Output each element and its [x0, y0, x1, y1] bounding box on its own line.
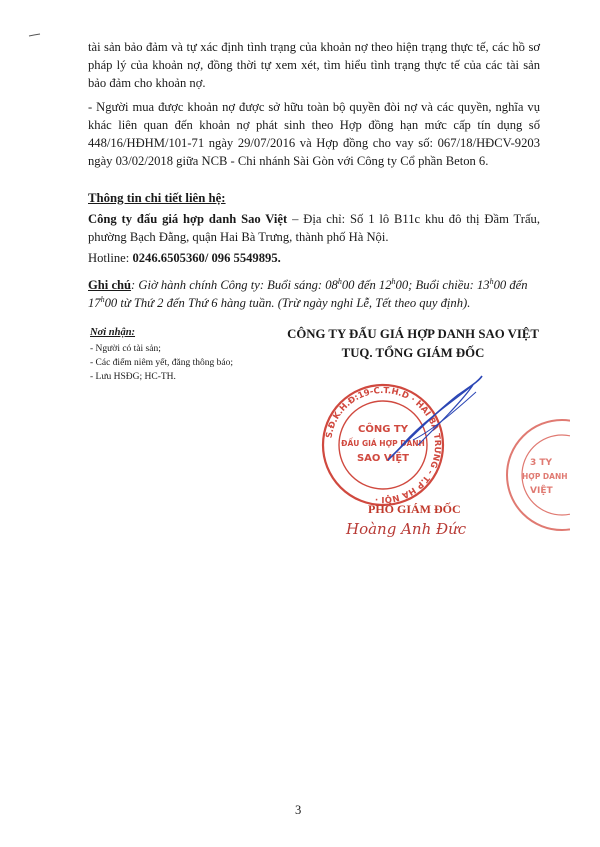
note-sup-a: h: [337, 276, 342, 286]
recipient-item: - Lưu HSĐG; HC-TH.: [90, 372, 176, 382]
signature-icon: [378, 370, 488, 470]
note-text-a: : Giờ hành chính Công ty: Buổi sáng: 08: [131, 278, 338, 292]
deputy-director-title: PHÓ GIÁM ĐỐC: [368, 502, 461, 516]
paragraph-buyer-rights: [88, 98, 540, 170]
office-hours-note: [88, 276, 543, 312]
paragraph-1-text: tài sản bảo đảm và tự xác định tình trạng của khoản nợ theo hiện trạng thực tế, các hồ sơ pháp lý của khoản nợ, đồng thời tự xem xét, tìm hiểu tình trạng thực tế của các tài sản bảo đảm cho khoản nợ.: [88, 40, 540, 90]
note-sup-c: h: [489, 276, 494, 286]
svg-text:S.Đ.K.H.Đ:19-C.T.H.D · HAI BÀ: S.Đ.K.H.Đ:19-C.T.H.D · HAI BÀ TRƯNG - T.P HÀ NỘI ·: [324, 385, 443, 505]
svg-text:VIỆT: VIỆT: [530, 486, 553, 496]
note-label: Ghi chú: [88, 278, 132, 292]
signature-heading: [268, 325, 558, 363]
recipient-item: - Người có tài sản;: [90, 344, 161, 354]
paragraph-asset-status: [88, 38, 540, 92]
svg-text:CÔNG TY: CÔNG TY: [358, 424, 408, 435]
page-number: 3: [295, 803, 302, 817]
company-address: [88, 210, 540, 246]
company-name: Công ty đấu giá hợp danh Sao Việt: [88, 212, 288, 226]
note-text-e: 00 từ Thứ 2 đến Thứ 6 hàng tuần. (Trừ ngày nghỉ Lễ, Tết theo quy định).: [104, 296, 471, 310]
paragraph-2-text: - Người mua được khoản nợ được sở hữu toàn bộ quyền đòi nợ và các quyền, nghĩa vụ khác liên quan đến khoản nợ phát sinh theo Hợp đồng hạn mức cấp tín dụng số 448/16/HĐHM/101-71 ngày 29/07/2016 và Hợp đồng cho vay số: 067/18/HĐCV-9203 ngày 03/02/2018 giữa NCB - Chi nhánh Sài Gòn với Công ty Cổ phần Beton 6.: [88, 100, 540, 168]
signing-role: TUQ. TỔNG GIÁM ĐỐC: [341, 346, 485, 360]
contact-heading: Thông tin chi tiết liên hệ:: [88, 191, 226, 205]
hotline-value: 0246.6505360/ 096 5549895.: [132, 251, 281, 265]
svg-text:ĐẤU GIÁ HỢP DANH: ĐẤU GIÁ HỢP DANH: [341, 439, 425, 448]
signing-organization: CÔNG TY ĐẤU GIÁ HỢP DANH SAO VIỆT: [287, 327, 539, 341]
recipients-title: Nơi nhận:: [90, 327, 136, 338]
hotline: [88, 251, 281, 266]
partial-seal-icon: [500, 415, 570, 545]
svg-text:HỢP DANH: HỢP DANH: [522, 472, 568, 481]
scan-mark-icon: [28, 32, 42, 38]
recipient-item: - Các điểm niêm yết, đăng thông báo;: [90, 358, 233, 368]
recipients-list: [90, 326, 233, 384]
note-sup-d: h: [100, 294, 105, 304]
note-text-d: 00 đến 17: [88, 278, 528, 310]
svg-text:3 TY: 3 TY: [530, 458, 553, 468]
company-address-text: – Địa chỉ: Số 1 lô B11c khu đô thị Đầm Trấu, phường Bạch Đằng, quận Hai Bà Trưng, thành phố Hà Nội.: [88, 212, 540, 244]
note-text-c: 00; Buổi chiều: 13: [395, 278, 490, 292]
note-text-b: 00 đến 12: [341, 278, 392, 292]
signer-name: Hoàng Anh Đức: [346, 520, 467, 538]
hotline-label: Hotline:: [88, 251, 133, 265]
svg-text:SAO VIỆT: SAO VIỆT: [356, 453, 410, 464]
note-sup-b: h: [391, 276, 396, 286]
